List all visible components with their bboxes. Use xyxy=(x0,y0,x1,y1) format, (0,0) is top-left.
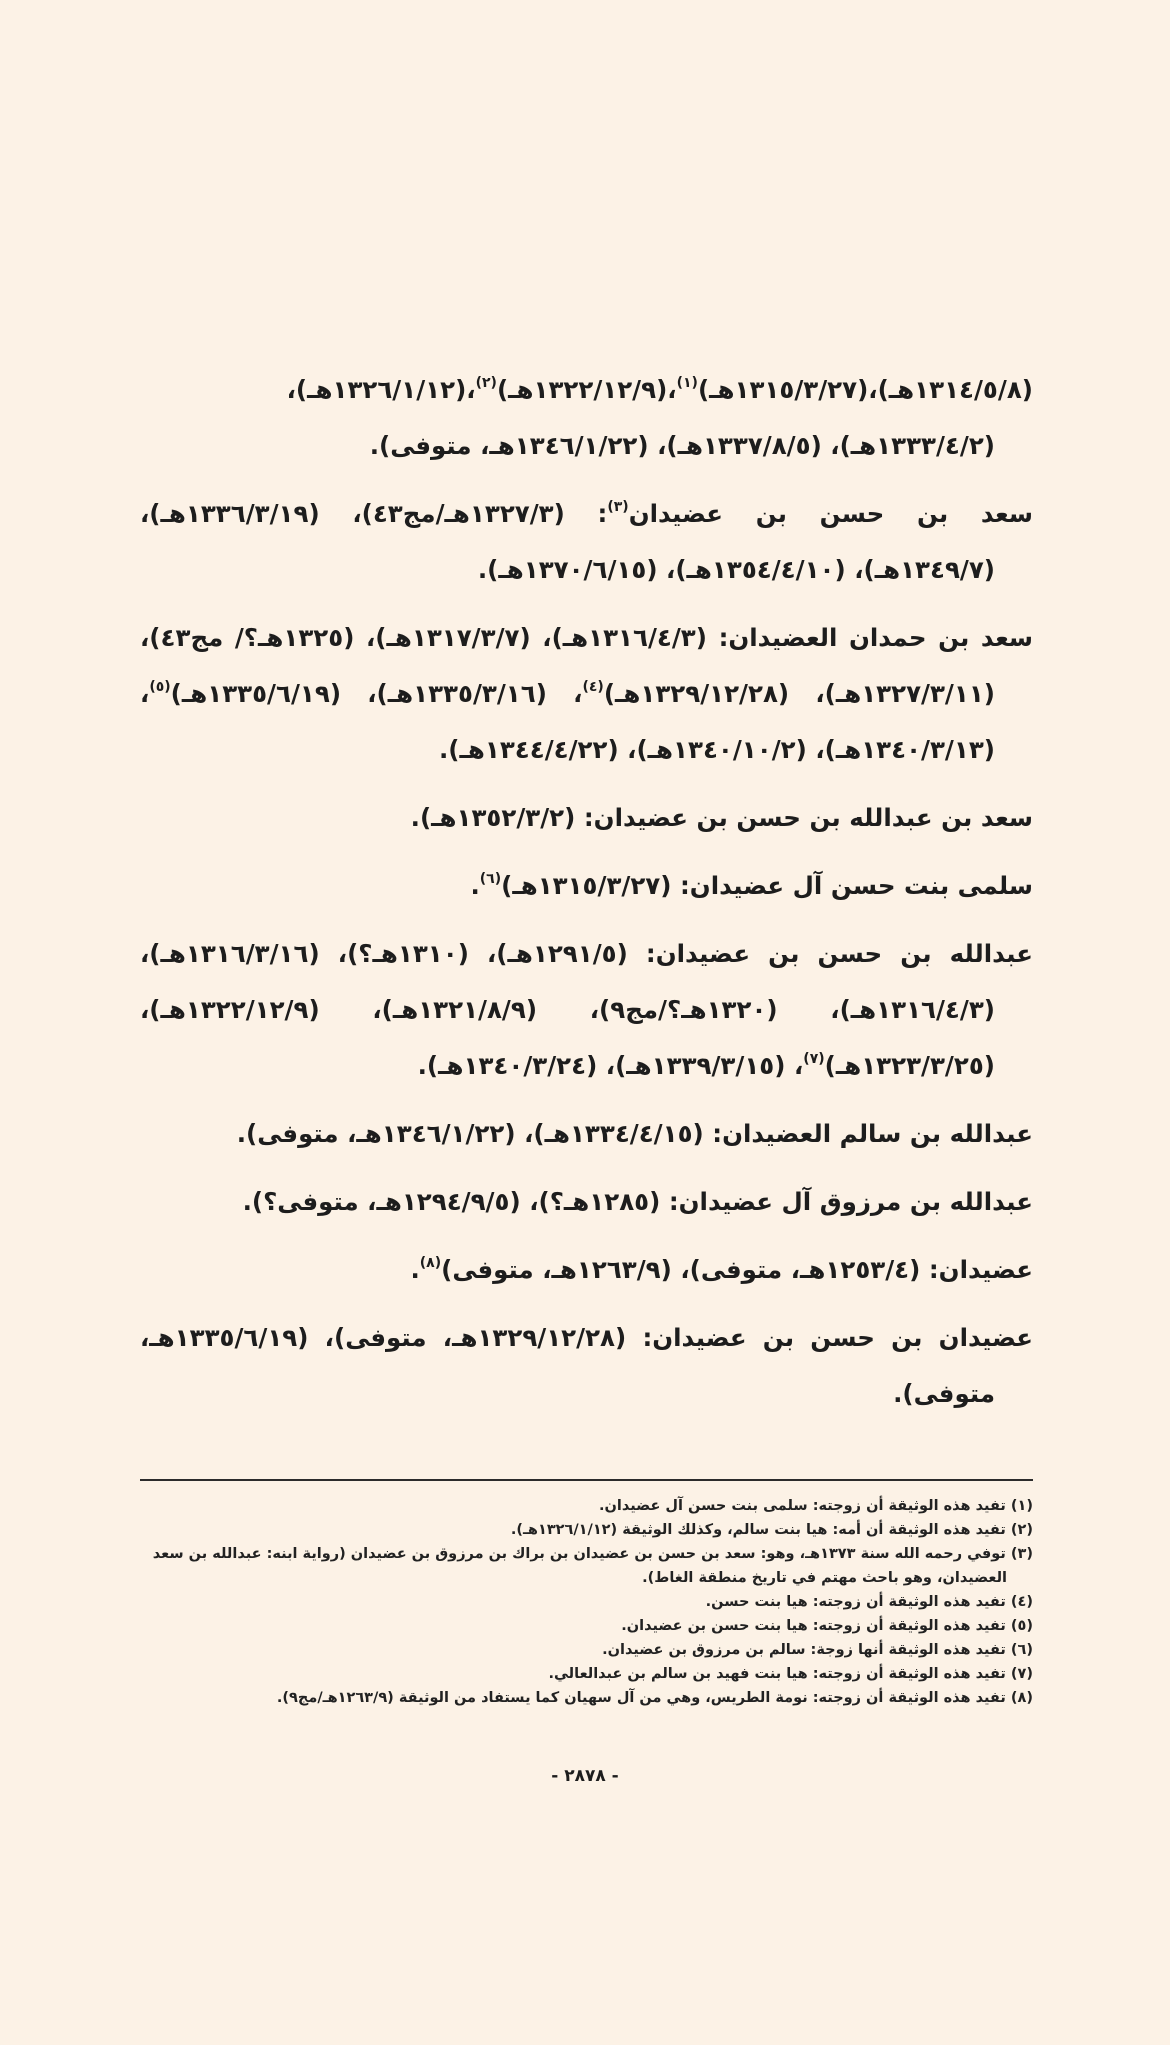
footnote: (٥) تفيد هذه الوثيقة أن زوجته: هيا بنت حسن بن عضيدان. xyxy=(621,1618,1033,1634)
footnote-ref: (٢) xyxy=(475,375,497,391)
entry-dates: (١٣١٤/٥/٨هـ)،(١٣١٥/٣/٢٧هـ)$^{(١)}$،(١٣٢٢/١٢/٩هـ)$^{(٢)}$،(١٣٢٦/١/١٢هـ)، (١٣٣٣/٤/٢هـ)، (١٣٣٧/٨/٥هـ)، (١٣٤٦/١/٢٢هـ، متوفى). xyxy=(286,375,1033,460)
entry-name: سلمى بنت حسن آل عضيدان: xyxy=(680,871,1033,900)
entry-name: عبدالله بن مرزوق آل عضيدان: xyxy=(668,1187,1033,1216)
footnote: (٢) تفيد هذه الوثيقة أن أمه: هيا بنت سالم، وكذلك الوثيقة (١٣٢٦/١/١٢هـ). xyxy=(510,1522,1033,1538)
entry-dates: (١٣٢٧/٣هـ/مج٤٣)، (١٣٣٦/٣/١٩هـ)، (١٣٤٩/٧هـ)، (١٣٥٤/٤/١٠هـ)، (١٣٧٠/٦/١٥هـ). xyxy=(140,499,995,584)
footnote-ref: (٧) xyxy=(803,1051,825,1067)
footnote-ref: (٣) xyxy=(607,499,629,515)
index-entry xyxy=(140,926,1033,1094)
entry-dates: (١٣٢٩/١٢/٢٨هـ، متوفى)، (١٣٣٥/٦/١٩هـ، متوفى). xyxy=(140,1323,995,1408)
entry-name: سعد بن عبدالله بن حسن بن عضيدان: xyxy=(583,803,1033,832)
entry-dates: (١٢٥٣/٤هـ، متوفى)، (١٢٦٣/٩هـ، متوفى)$^{(٨)}$. xyxy=(410,1255,929,1284)
index-entry xyxy=(140,1310,1033,1422)
entry-dates: (١٣٥٢/٣/٢هـ). xyxy=(410,803,584,832)
entry-name: عبدالله بن سالم العضيدان: xyxy=(712,1119,1033,1148)
footnote-ref: (١) xyxy=(676,375,698,391)
footnote: (١) تفيد هذه الوثيقة أن زوجته: سلمى بنت حسن آل عضيدان. xyxy=(599,1498,1033,1514)
entry-dates: (١٣٣٤/٤/١٥هـ)، (١٣٤٦/١/٢٢هـ، متوفى). xyxy=(236,1119,713,1148)
footnote-ref: (٥) xyxy=(149,679,171,695)
index-entry xyxy=(140,1106,1033,1162)
index-entry xyxy=(140,362,1033,474)
footnote-ref: (٦) xyxy=(479,871,502,887)
entry-dates: (١٢٩١/٥هـ)، (١٣١٠هـ؟)، (١٣١٦/٣/١٦هـ)، (١٣١٦/٤/٣هـ)، (١٣٢٠هـ؟/مج٩)، (١٣٢١/٨/٩هـ)، (١٣٢٢/١٢/٩هـ)، (١٣٢٣/٣/٢٥هـ)$^{(٧)}$، (١٣٣٩/٣/١٥هـ)، (١٣٤٠/٣/٢٤هـ). xyxy=(140,939,995,1080)
footnote: (٣) توفي رحمه الله سنة ١٣٧٣هـ، وهو: سعد بن حسن بن عضيدان بن براك بن مرزوق بن عضيدان (رواية ابنه: عبدالله بن سعد العضيدان، وهو باحث مهتم في تاريخ منطقة الغاط). xyxy=(152,1546,1033,1586)
entry-dates: (١٢٨٥هـ؟)، (١٢٩٤/٩/٥هـ، متوفى؟). xyxy=(242,1187,669,1216)
index-entry xyxy=(140,858,1033,914)
footnote: (٤) تفيد هذه الوثيقة أن زوجته: هيا بنت حسن. xyxy=(705,1594,1033,1610)
footnote-ref: (٤) xyxy=(582,679,604,695)
entry-name: عضيدان: xyxy=(928,1255,1033,1284)
entry-name: سعد بن حسن بن عضيدان$^{(٣)}$: xyxy=(597,499,1033,528)
footnotes xyxy=(140,1494,1033,1710)
index-entry xyxy=(140,1174,1033,1230)
entry-name: عبدالله بن حسن بن عضيدان: xyxy=(645,939,1034,968)
entry-name: سعد بن حمدان العضيدان: xyxy=(718,623,1034,652)
footnote-ref: (٨) xyxy=(419,1255,442,1271)
entry-dates: (١٣١٥/٣/٢٧هـ)$^{(٦)}$. xyxy=(470,871,680,900)
index-entry xyxy=(140,610,1033,778)
footnote: (٦) تفيد هذه الوثيقة أنها زوجة: سالم بن مرزوق بن عضيدان. xyxy=(602,1642,1033,1658)
index-entry xyxy=(140,1242,1033,1298)
index-entry xyxy=(140,486,1033,598)
page-number: - ٢٨٧٨ - xyxy=(551,1766,619,1786)
footnote-divider xyxy=(140,1479,1033,1481)
entry-name: عضيدان بن حسن بن عضيدان: xyxy=(642,1323,1033,1352)
footnote: (٧) تفيد هذه الوثيقة أن زوجته: هيا بنت فهيد بن سالم بن عبدالعالي. xyxy=(548,1666,1033,1682)
index-entry xyxy=(140,790,1033,846)
index-entries xyxy=(140,362,1033,1434)
entry-dates: (١٣١٦/٤/٣هـ)، (١٣١٧/٣/٧هـ)، (١٣٢٥هـ؟/ مج٤٣)، (١٣٢٧/٣/١١هـ)، (١٣٢٩/١٢/٢٨هـ)$^{(٤)}$، (١٣٣٥/٣/١٦هـ)، (١٣٣٥/٦/١٩هـ)$^{(٥)}$، (١٣٤٠/٣/١٣هـ)، (١٣٤٠/١٠/٢هـ)، (١٣٤٤/٤/٢٢هـ). xyxy=(140,623,995,764)
footnote: (٨) تفيد هذه الوثيقة أن زوجته: نومة الطريس، وهي من آل سهيان كما يستفاد من الوثيقة (١٢٦٣/٩هـ/مج٩). xyxy=(276,1690,1033,1706)
